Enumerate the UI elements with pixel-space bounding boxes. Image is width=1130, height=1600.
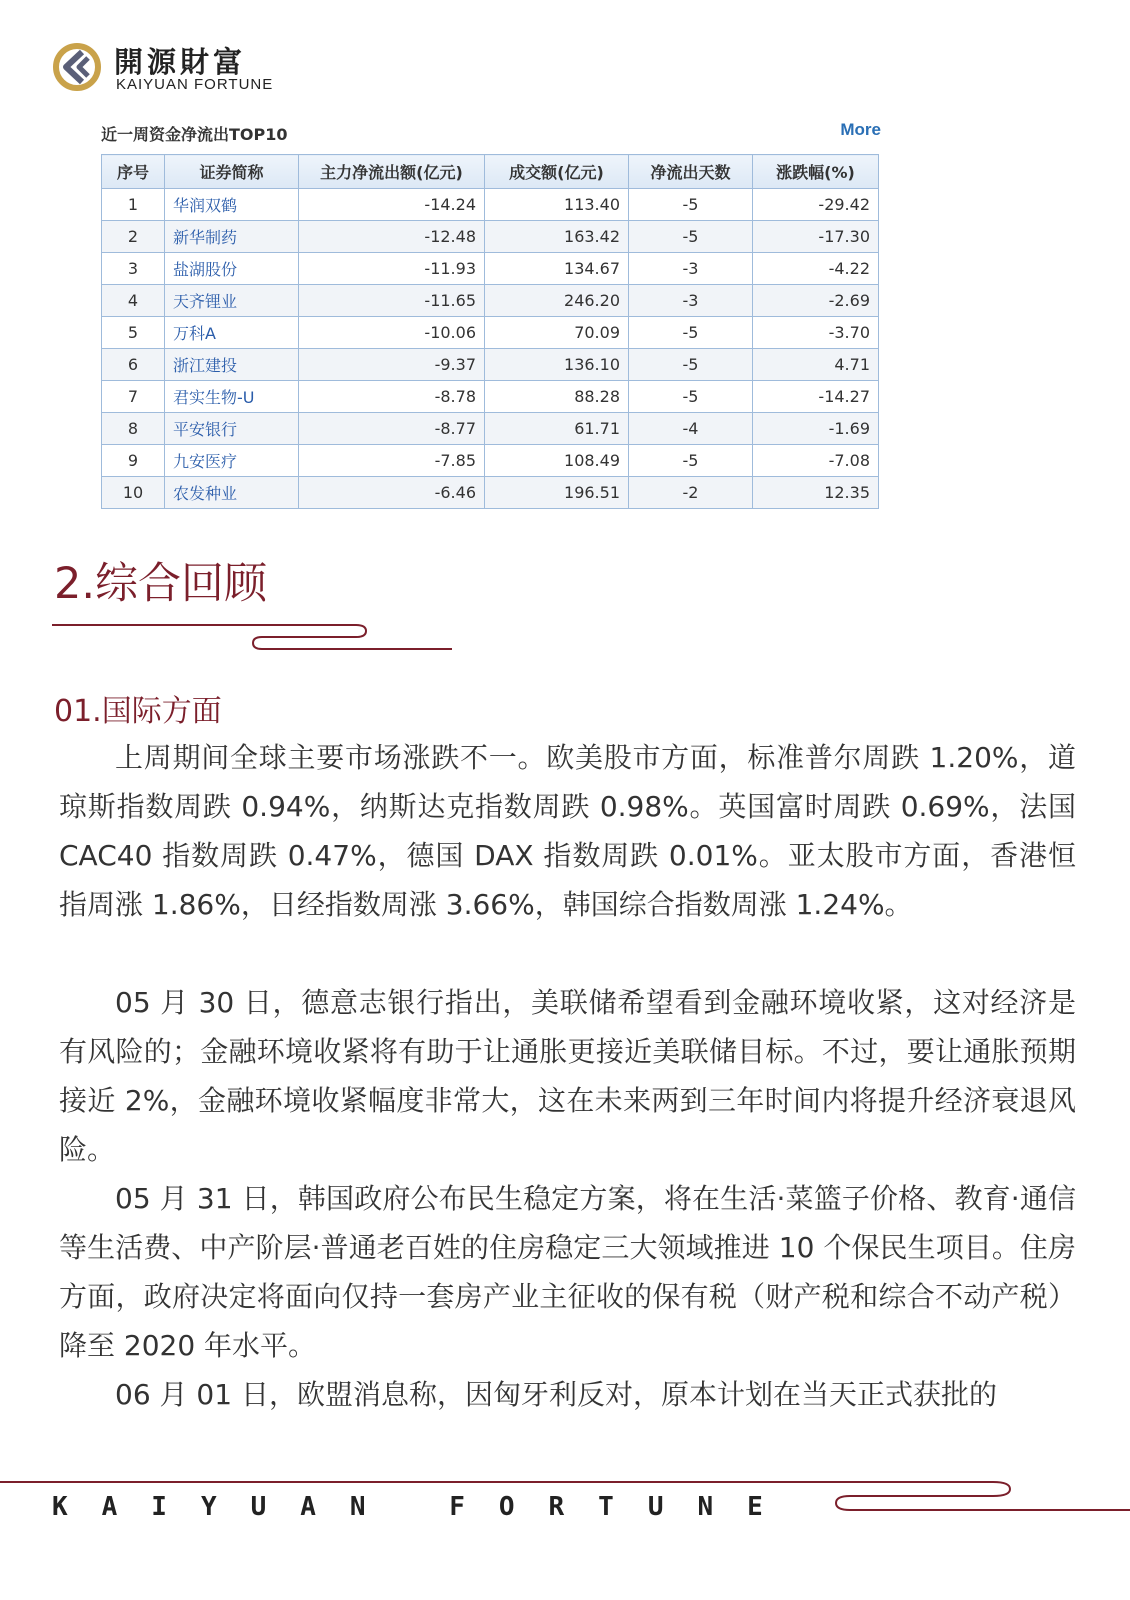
table-header-row — [102, 155, 879, 189]
cell-security-name[interactable]: 万科A — [165, 317, 299, 349]
cell-change-pct: -2.69 — [753, 285, 879, 317]
table-row — [102, 285, 879, 317]
table-row — [102, 221, 879, 253]
cell-security-name[interactable]: 天齐锂业 — [165, 285, 299, 317]
col-header-outflow-days: 净流出天数 — [629, 155, 753, 189]
cell-net-outflow: -7.85 — [299, 445, 485, 477]
table-row — [102, 189, 879, 221]
cell-turnover: 70.09 — [485, 317, 629, 349]
cell-turnover: 196.51 — [485, 477, 629, 509]
footer-brand-text: KAIYUAN FORTUNE — [52, 1492, 797, 1522]
company-logo — [52, 40, 312, 100]
cell-turnover: 108.49 — [485, 445, 629, 477]
cell-security-name[interactable]: 君实生物-U — [165, 381, 299, 413]
col-header-index: 序号 — [102, 155, 165, 189]
cell-turnover: 136.10 — [485, 349, 629, 381]
cell-turnover: 163.42 — [485, 221, 629, 253]
cell-security-name[interactable]: 华润双鹤 — [165, 189, 299, 221]
cell-security-name[interactable]: 新华制药 — [165, 221, 299, 253]
cell-change-pct: -3.70 — [753, 317, 879, 349]
cell-outflow-days: -5 — [629, 349, 753, 381]
table-row — [102, 445, 879, 477]
page-footer — [0, 1478, 1130, 1538]
cell-outflow-days: -5 — [629, 317, 753, 349]
cell-index: 2 — [102, 221, 165, 253]
col-header-change-pct: 涨跌幅(%) — [753, 155, 879, 189]
cell-outflow-days: -5 — [629, 221, 753, 253]
kaiyuan-logo-icon — [52, 42, 102, 92]
cell-outflow-days: -3 — [629, 285, 753, 317]
cell-change-pct: 12.35 — [753, 477, 879, 509]
section-divider — [52, 620, 462, 656]
col-header-name: 证券简称 — [165, 155, 299, 189]
cell-security-name[interactable]: 农发种业 — [165, 477, 299, 509]
paragraph-global-markets: 上周期间全球主要市场涨跌不一。欧美股市方面，标准普尔周跌 1.20%，道琼斯指数周跌 0.94%，纳斯达克指数周跌 0.98%。英国富时周跌 0.69%，法国 CAC40 指数周跌 0.47%，德国 DAX 指数周跌 0.01%。亚太股市方面，香港恒指周涨 1.86%，日经指数周涨 3.66%，韩国综合指数周涨 1.24%。 — [59, 741, 1076, 921]
table-row — [102, 349, 879, 381]
cell-outflow-days: -5 — [629, 381, 753, 413]
table-row — [102, 413, 879, 445]
cell-index: 3 — [102, 253, 165, 285]
cell-change-pct: -7.08 — [753, 445, 879, 477]
cell-security-name[interactable]: 平安银行 — [165, 413, 299, 445]
cell-net-outflow: -12.48 — [299, 221, 485, 253]
cell-change-pct: -14.27 — [753, 381, 879, 413]
col-header-net-outflow: 主力净流出额(亿元) — [299, 155, 485, 189]
cell-net-outflow: -11.93 — [299, 253, 485, 285]
cell-security-name[interactable]: 浙江建投 — [165, 349, 299, 381]
cell-outflow-days: -4 — [629, 413, 753, 445]
cell-change-pct: -17.30 — [753, 221, 879, 253]
cell-net-outflow: -8.77 — [299, 413, 485, 445]
table-title: 近一周资金净流出TOP10 — [101, 125, 288, 144]
cell-index: 1 — [102, 189, 165, 221]
cell-index: 4 — [102, 285, 165, 317]
cell-net-outflow: -11.65 — [299, 285, 485, 317]
cell-outflow-days: -3 — [629, 253, 753, 285]
cell-turnover: 113.40 — [485, 189, 629, 221]
table-header-bar — [101, 122, 881, 148]
cell-change-pct: 4.71 — [753, 349, 879, 381]
logo-english-name: KAIYUAN FORTUNE — [116, 76, 274, 93]
cell-index: 6 — [102, 349, 165, 381]
table-row — [102, 477, 879, 509]
cell-turnover: 246.20 — [485, 285, 629, 317]
section-title: 2.综合回顾 — [54, 559, 268, 609]
cell-index: 7 — [102, 381, 165, 413]
table-row — [102, 253, 879, 285]
paragraph-eu-news: 06 月 01 日，欧盟消息称，因匈牙利反对，原本计划在当天正式获批的 — [115, 1378, 997, 1411]
cell-index: 8 — [102, 413, 165, 445]
cell-net-outflow: -8.78 — [299, 381, 485, 413]
cell-turnover: 61.71 — [485, 413, 629, 445]
cell-turnover: 134.67 — [485, 253, 629, 285]
logo-chinese-name: 開源財富 — [114, 45, 247, 79]
cell-net-outflow: -9.37 — [299, 349, 485, 381]
cell-outflow-days: -2 — [629, 477, 753, 509]
cell-index: 5 — [102, 317, 165, 349]
cell-net-outflow: -14.24 — [299, 189, 485, 221]
cell-outflow-days: -5 — [629, 445, 753, 477]
cell-net-outflow: -6.46 — [299, 477, 485, 509]
cell-net-outflow: -10.06 — [299, 317, 485, 349]
cell-security-name[interactable]: 盐湖股份 — [165, 253, 299, 285]
cell-change-pct: -29.42 — [753, 189, 879, 221]
paragraph-deutsche-bank: 05 月 30 日，德意志银行指出，美联储希望看到金融环境收紧，这对经济是有风险的；金融环境收紧将有助于让通胀更接近美联储目标。不过，要让通胀预期接近 2%，金融环境收紧幅度非常大，这在未来两到三年时间内将提升经济衰退风险。 — [59, 986, 1076, 1166]
col-header-turnover: 成交额(亿元) — [485, 155, 629, 189]
table-row — [102, 381, 879, 413]
cell-security-name[interactable]: 九安医疗 — [165, 445, 299, 477]
table-row — [102, 317, 879, 349]
paragraph-korea-policy: 05 月 31 日，韩国政府公布民生稳定方案，将在生活·菜篮子价格、教育·通信等生活费、中产阶层·普通老百姓的住房稳定三大领域推进 10 个保民生项目。住房方面，政府决定将面向仅持一套房产业主征收的保有税（财产税和综合不动产税）降至 2020 年水平。 — [59, 1182, 1076, 1362]
cell-outflow-days: -5 — [629, 189, 753, 221]
cell-index: 10 — [102, 477, 165, 509]
cell-turnover: 88.28 — [485, 381, 629, 413]
cell-change-pct: -1.69 — [753, 413, 879, 445]
more-link[interactable]: More — [840, 120, 881, 139]
cell-change-pct: -4.22 — [753, 253, 879, 285]
cell-index: 9 — [102, 445, 165, 477]
subsection-title: 01.国际方面 — [54, 694, 222, 729]
outflow-top10-table — [101, 154, 879, 509]
